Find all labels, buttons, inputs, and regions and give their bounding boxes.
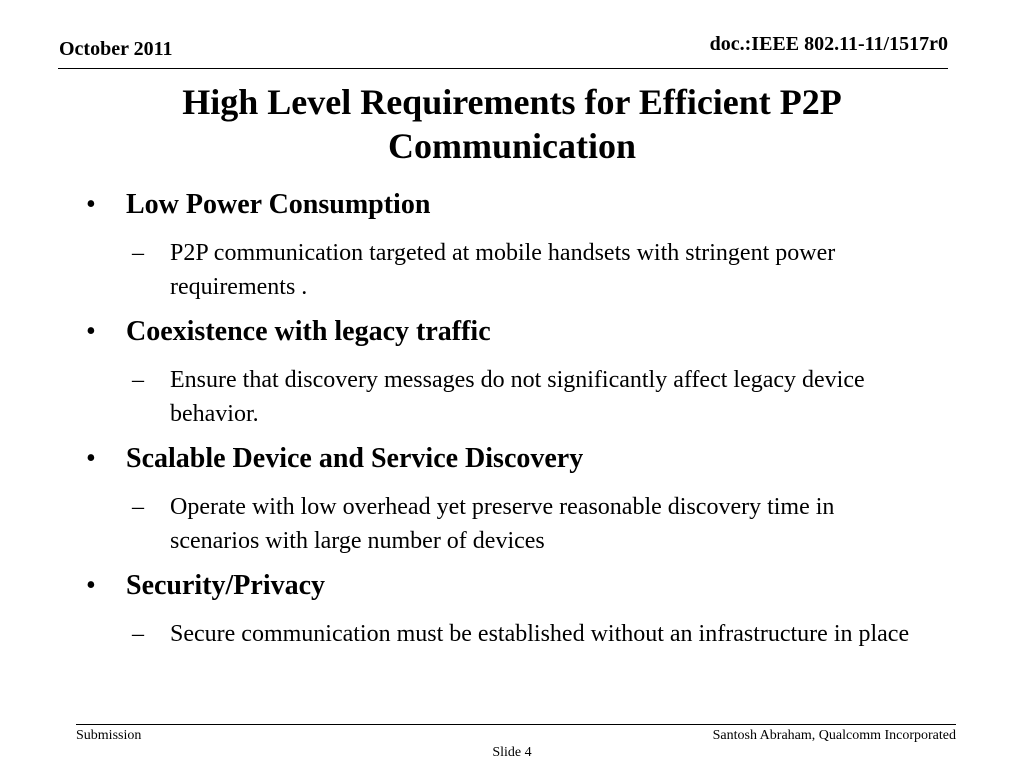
- bullet-heading: Security/Privacy: [126, 570, 326, 601]
- bullet-item: [86, 440, 966, 558]
- bullet-item: [86, 567, 966, 651]
- sub-bullet-mark: –: [132, 621, 144, 647]
- header-doc-id: doc.:IEEE 802.11-11/1517r0: [709, 33, 948, 55]
- slide-title: [60, 80, 964, 168]
- sub-bullet-mark: –: [132, 240, 144, 266]
- header-date: October 2011: [59, 38, 173, 60]
- bullet-mark: •: [86, 570, 96, 601]
- bullet-detail: Ensure that discovery messages do not significantly affect legacy device behavior.: [170, 367, 865, 427]
- footer-divider: [76, 724, 956, 725]
- bullet-mark: •: [86, 443, 96, 474]
- header-divider: [58, 68, 948, 69]
- bullet-heading: Low Power Consumption: [126, 189, 431, 220]
- bullet-heading: Coexistence with legacy traffic: [126, 316, 491, 347]
- bullet-detail: P2P communication targeted at mobile handsets with stringent power requirements .: [170, 240, 836, 300]
- slide-title-line-2: Communication: [387, 126, 636, 166]
- slide-title-line-1: High Level Requirements for Efficient P2P: [182, 82, 842, 122]
- bullet-mark: •: [86, 316, 96, 347]
- footer-slide-number: Slide 4: [492, 745, 532, 760]
- bullet-mark: •: [86, 189, 96, 220]
- sub-bullet-mark: –: [132, 494, 144, 520]
- bullet-detail: Secure communication must be established without an infrastructure in place: [170, 621, 910, 647]
- footer-submission: Submission: [76, 728, 142, 743]
- bullet-list: [86, 186, 966, 660]
- bullet-item: [86, 313, 966, 431]
- bullet-heading: Scalable Device and Service Discovery: [126, 443, 584, 474]
- sub-bullet-mark: –: [132, 367, 144, 393]
- bullet-item: [86, 186, 966, 304]
- bullet-detail: Operate with low overhead yet preserve reasonable discovery time in scenarios with large number of devices: [170, 494, 835, 554]
- footer-author: Santosh Abraham, Qualcomm Incorporated: [712, 728, 956, 743]
